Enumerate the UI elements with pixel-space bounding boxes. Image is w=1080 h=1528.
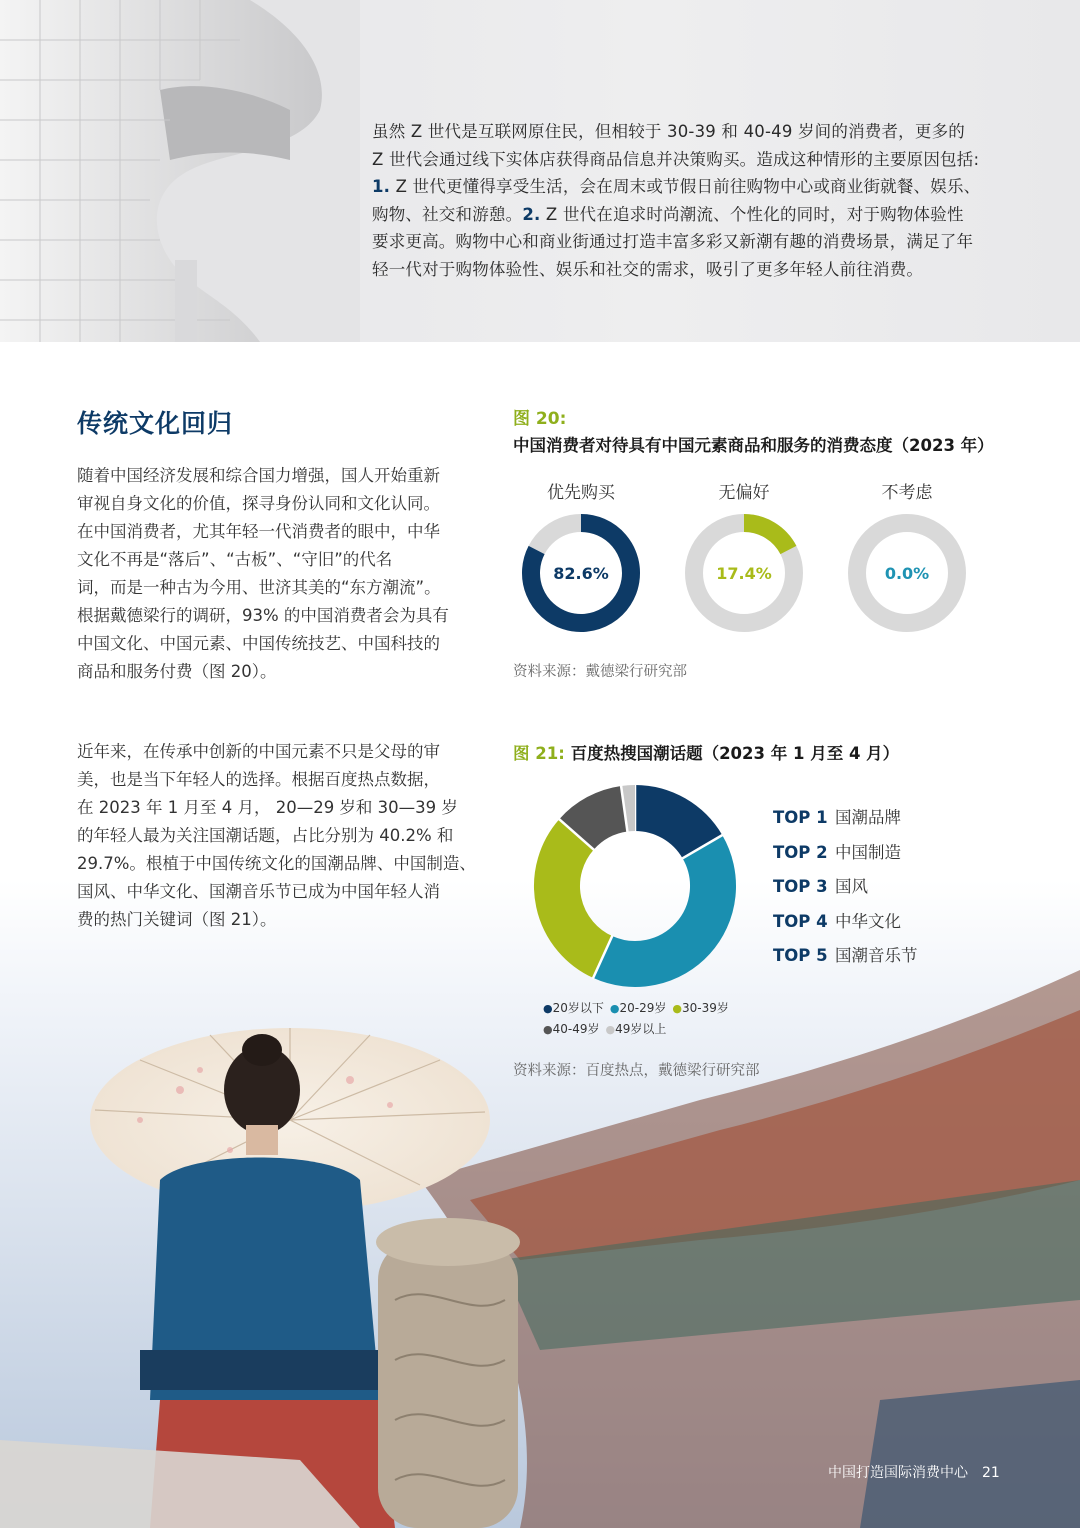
donut-label: 无偏好 [718, 483, 770, 503]
figure-20-source: 资料来源：戴德梁行研究部 [513, 664, 687, 680]
intro-text: 购物、社交和游憩。 [372, 204, 523, 224]
donut-chart-not-consider [846, 512, 968, 634]
paragraph-line: 商品和服务付费（图 20）。 [77, 662, 277, 681]
intro-line: Z 世代会通过线下实体店获得商品信息并决策购买。造成这种情形的主要原因包括: [372, 149, 980, 169]
legend-item [610, 1001, 666, 1015]
donut-chart-prefer [520, 512, 642, 634]
donut-value-arc [744, 523, 788, 550]
top-rank: TOP 5 [773, 946, 828, 965]
intro-line [372, 173, 1032, 201]
legend-item [543, 1022, 599, 1036]
paragraph-line: 近年来，在传承中创新的中国元素不只是父母的审 [77, 742, 440, 761]
donut-slice-2 [603, 847, 713, 964]
intro-text: Z 世代更懂得享受生活，会在周末或节假日前往购物中心或商业街就餐、娱乐、 [390, 177, 981, 197]
intro-text: Z 世代在追求时尚潮流、个性化的同时，对于购物体验性 [540, 204, 964, 224]
paragraph-line: 随着中国经济发展和综合国力增强，国人开始重新 [77, 466, 440, 485]
top-rank: TOP 4 [773, 911, 828, 931]
donut-label: 不考虑 [881, 483, 933, 503]
body-paragraph-1 [77, 462, 489, 686]
top-item [773, 804, 918, 839]
top-rank: TOP 1 [773, 808, 828, 827]
donut-value-label: 17.4% [716, 564, 772, 583]
footer-title: 中国打造国际消费中心 [828, 1465, 968, 1481]
top-rank: TOP 3 [773, 877, 828, 896]
top-keyword: 国风 [835, 877, 868, 896]
top-keyword: 国潮品牌 [835, 808, 901, 827]
figure-20-number: 图 20: [513, 409, 567, 429]
page-footer [828, 1462, 1000, 1482]
figure-21-number: 图 21: [513, 744, 565, 763]
paragraph-line: 文化不再是“落后”、“古板”、“守旧”的代名 [77, 550, 393, 569]
donut-slice-3 [557, 834, 603, 957]
legend-item [672, 1001, 728, 1015]
legend-marker: ● [605, 1023, 616, 1036]
figure-21-source: 资料来源：百度热点，戴德梁行研究部 [513, 1063, 760, 1079]
section-title: 传统文化回归 [77, 409, 234, 438]
paragraph-line: 的年轻人最为关注国潮话题，占比分别为 40.2% 和 [77, 826, 454, 845]
legend-marker: ● [543, 1002, 553, 1015]
intro-line: 虽然 Z 世代是互联网原住民，但相较于 30-39 和 40-49 岁间的消费者，更多的 [372, 122, 965, 141]
donut-label: 优先购买 [547, 483, 615, 503]
intro-number: 2. [522, 204, 541, 224]
intro-paragraph [372, 118, 1032, 284]
top-keywords-list [773, 804, 918, 977]
figure-21-title [513, 740, 899, 764]
intro-line: 轻一代对于购物体验性、娱乐和社交的需求，吸引了更多年轻人前往消费。 [372, 259, 924, 279]
donut-chart-age [533, 784, 737, 988]
architecture-photo [0, 0, 360, 342]
donut-slice-5 [624, 808, 635, 809]
figure-20-title: 中国消费者对待具有中国元素商品和服务的消费态度（2023 年） [513, 436, 994, 455]
legend-label: 49岁以上 [615, 1022, 667, 1036]
paragraph-line: 美，也是当下年轻人的选择。根据百度热点数据， [77, 770, 440, 789]
top-keyword: 国潮音乐节 [835, 946, 918, 965]
intro-line: 要求更高。购物中心和商业街通过打造丰富多彩又新潮有趣的消费场景，满足了年 [372, 232, 974, 252]
paragraph-line: 根据戴德梁行的调研，93% 的中国消费者会为具有 [77, 606, 449, 625]
top-keyword: 中国制造 [835, 842, 901, 862]
body-paragraph-2 [77, 738, 489, 934]
top-keyword: 中华文化 [835, 911, 901, 931]
legend-marker: ● [609, 1002, 620, 1015]
figure-21-title-text: 百度热搜国潮话题（2023 年 1 月至 4 月） [570, 744, 900, 763]
legend-marker: ● [672, 1002, 682, 1015]
page-number: 21 [982, 1465, 1000, 1481]
paragraph-line: 审视自身文化的价值，探寻身份认同和文化认同。 [77, 494, 440, 513]
paragraph-line: 词，而是一种古为今用、世济其美的“东方潮流”。 [77, 578, 441, 597]
donut-value-label: 82.6% [553, 564, 609, 583]
donut-slice-1 [635, 808, 702, 847]
legend-label: 20-29岁 [619, 1001, 667, 1015]
paragraph-line: 中国文化、中国元素、中国传统技艺、中国科技的 [77, 634, 440, 653]
donut-slice-4 [576, 809, 624, 835]
paragraph-line: 在 2023 年 1 月至 4 月， 20—29 岁和 30—39 岁 [77, 798, 458, 817]
legend-label: 30-39岁 [681, 1001, 729, 1015]
paragraph-line: 费的热门关键词（图 21）。 [77, 910, 277, 929]
legend-item [543, 1001, 604, 1015]
top-item [773, 942, 918, 977]
paragraph-line: 在中国消费者，尤其年轻一代消费者的眼中，中华 [77, 522, 440, 541]
intro-line [372, 201, 1032, 229]
top-item [773, 839, 918, 874]
paragraph-line: 国风、中华文化、国潮音乐节已成为中国年轻人消 [77, 882, 440, 901]
intro-number: 1. [372, 177, 391, 197]
legend-marker: ● [543, 1023, 553, 1036]
top-rank: TOP 2 [773, 842, 828, 862]
legend-label: 40-49岁 [552, 1022, 600, 1036]
top-item [773, 908, 918, 943]
donut-value-label: 0.0% [884, 564, 930, 583]
paragraph-line: 29.7%。根植于中国传统文化的国潮品牌、中国制造、 [77, 854, 476, 873]
chart-legend [543, 998, 763, 1040]
legend-item [605, 1022, 666, 1036]
donut-chart-no-preference [683, 512, 805, 634]
top-item [773, 873, 918, 908]
header-band [0, 0, 1080, 342]
legend-label: 20岁以下 [552, 1001, 604, 1015]
